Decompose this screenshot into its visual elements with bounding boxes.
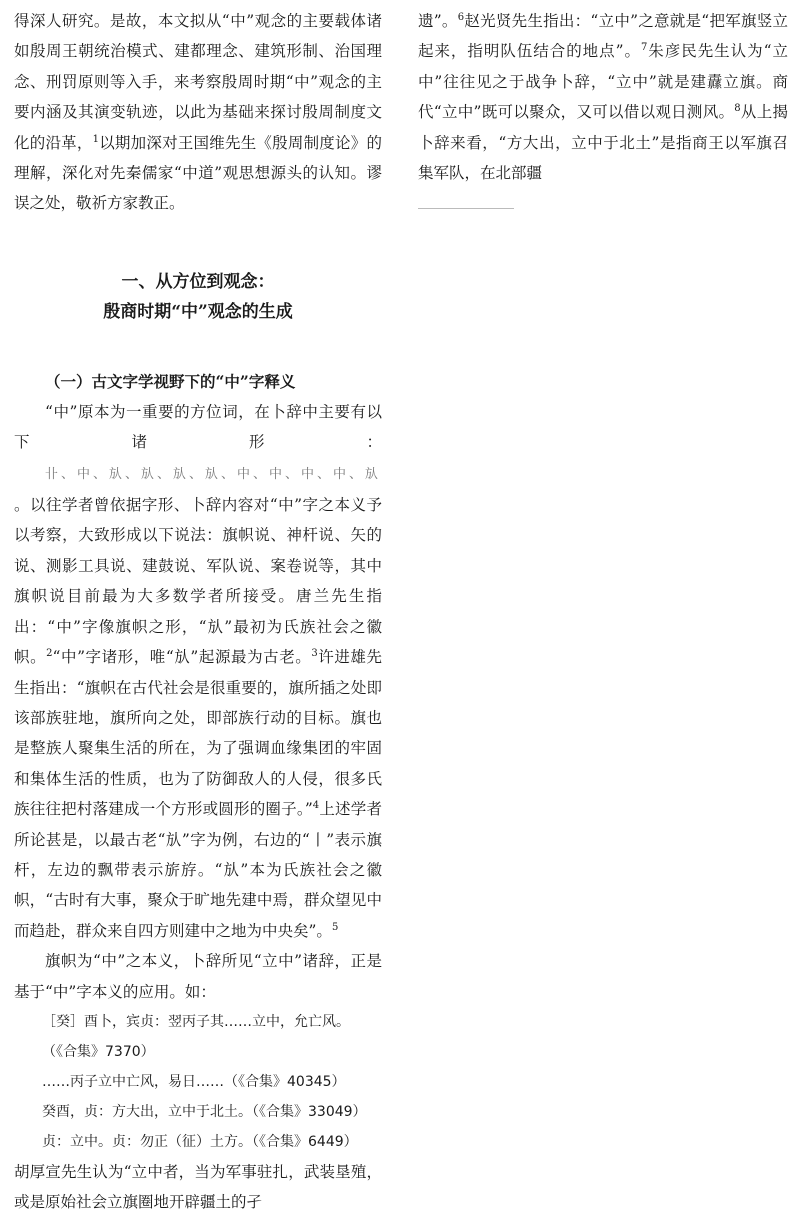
footnote-ref-6[interactable]: 6	[457, 11, 465, 23]
footnote-ref-4[interactable]: 4	[312, 799, 320, 811]
footnote-divider	[418, 208, 514, 209]
section-title: 一、从方位到观念： 殷商时期“中”观念的生成	[103, 271, 293, 322]
footnote-ref-8[interactable]: 8	[734, 103, 741, 115]
body-paragraph-2: 旗帜为“中”之本义，卜辞所见“立中”诸辞，正是基于“中”字本义的应用。如：	[14, 952, 382, 1001]
intro-paragraph: 得深人研究。是故，本文拟从“中”观念的主要载体诸如殷周王朝统治模式、建都理念、建筑形制、治国理念、刑罚原则等入手，来考察殷周时期“中”观念的主要内涵及其演变轨迹，以此为基础来探讨殷周制度文化的沿革，$^1$以期加深对王国维先生《殷周制度论》的理解，深化对先秦儒家“中道”观思想源头的认知。谬误之处，敬祈方家教正。	[14, 12, 382, 213]
footnote-ref-1[interactable]: 1	[92, 133, 99, 145]
footnote-ref-3[interactable]: 3	[311, 647, 318, 659]
body-paragraph-1: “中”原本为一重要的方位词，在卜辞中主要有以下诸形：卝、中、㫃、㫃、㫃、㫃、中、中、中、中、㫃。以往学者曾依据字形、卜辞内容对“中”字之本义予以考察，大致形成以下说法：旗帜说、神杆说、矢的说、测影工具说、建鼓说、军队说、案卷说等，其中旗帜说目前最为大多数学者所接受。唐兰先生指出：“中”字像旗帜之形，“㫃”最初为氏族社会之徽帜。$^2$“中”字诸形，唯“㫃”起源最为古老。$^3$许进雄先生指出：“旗帜在古代社会是很重要的，旗所插之处即该部族驻地，旗所向之处，即部族行动的目标。旗也是整族人聚集生活的所在，为了强调血缘集团的牢固和集体生活的性质，也为了防御敌人的人侵，很多氏族往往把村落建成一个方形或圆形的圈子。”$^4$上述学者所论甚是，以最古老“㫃”字为例，右边的“丨”表示旗杆，左边的飘带表示旂斿。“㫃”本为氏族社会之徽帜，“古时有大事，聚众于旷地先建中焉，群众望见中而趋赴，群众来自四方则建中之地为中央矣”。$^5$	[14, 402, 382, 940]
right-paragraph: 遗”。$^6$赵光贤先生指出：“立中”之意就是“把军旗竖立起来，指明队伍结合的地点”。$^7$朱彦民先生认为“立中”往往见之于战争卜辞，“立中”就是建纛立旗。商代“立中”既可以聚众，又可以借以观日测风。$^8$从上揭卜辞来看，“方大出，立中于北土”是指商王以军旗召集军队，在北部疆	[418, 11, 788, 183]
quote-1: ［癸］酉卜，宾贞：翌丙子其……立中，允亡风。 （《合集》7370）	[42, 1013, 350, 1060]
left-column	[14, 6, 382, 1218]
footnote-ref-2[interactable]: 2	[46, 647, 53, 659]
subsection-title: （一）古文字学视野下的“中”字释义	[45, 371, 296, 391]
quote-3: 癸酉，贞：方大出，立中于北土。（《合集》33049）	[42, 1103, 367, 1120]
quote-2: ……丙子立中亡风，易日……（《合集》40345）	[42, 1073, 346, 1090]
right-column	[418, 6, 788, 209]
oracle-bone-glyphs: 卝、中、㫃、㫃、㫃、㫃、中、中、中、中、㫃	[45, 466, 382, 482]
quote-4: 贞：立中。贞：勿正（征）土方。（《合集》6449）	[42, 1133, 358, 1150]
footnote-ref-5[interactable]: 5	[331, 921, 339, 933]
body-paragraph-3: 胡厚宣先生认为“立中者，当为军事驻扎，武装垦殖，或是原始社会立旗圈地开辟疆土的孑	[14, 1162, 382, 1212]
footnote-ref-7[interactable]: 7	[640, 42, 648, 54]
